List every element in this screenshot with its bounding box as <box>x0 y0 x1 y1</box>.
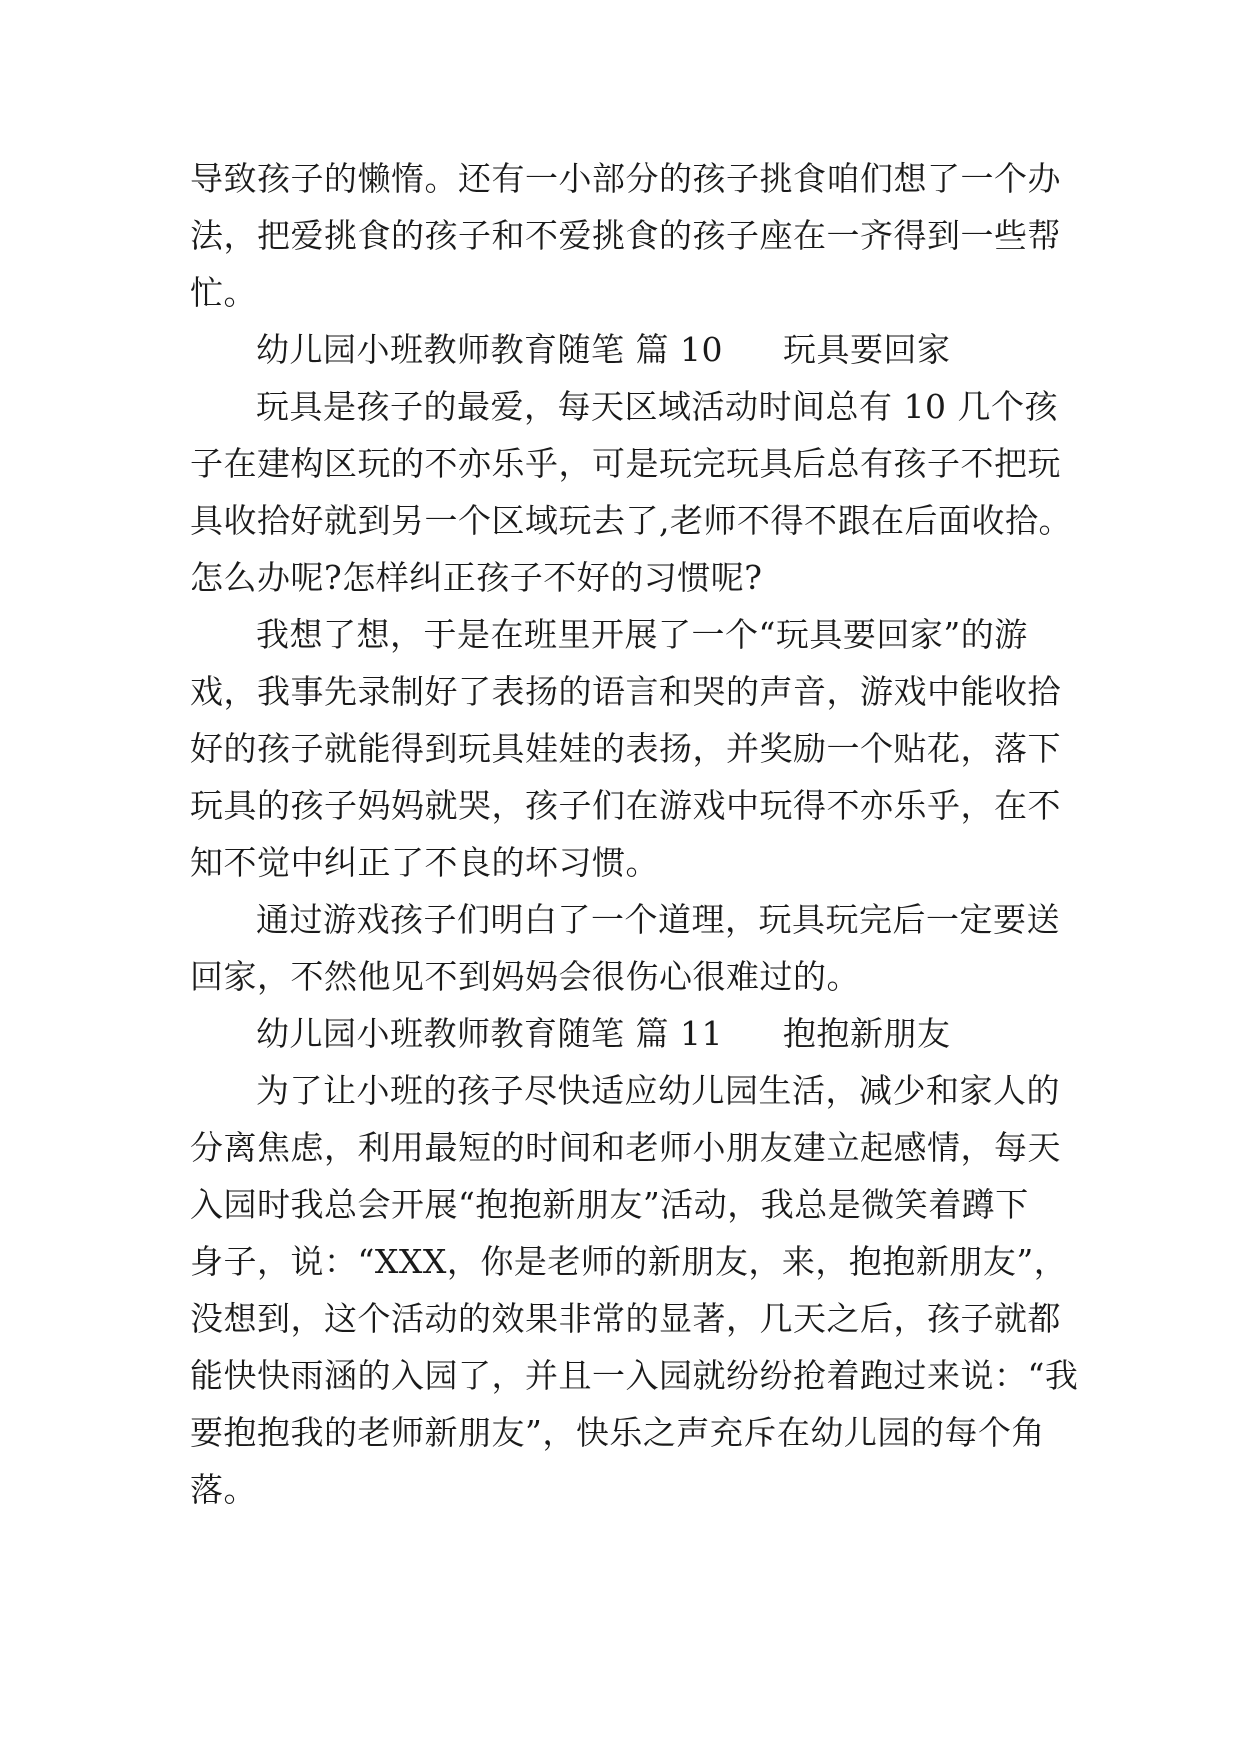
text-line: 为了让小班的孩子尽快适应幼儿园生活，减少和家人的 <box>256 1071 1060 1110</box>
text-line: 导致孩子的懒惰。还有一小部分的孩子挑食咱们想了一个办 <box>190 159 1061 198</box>
text-line: 我想了想，于是在班里开展了一个“玩具要回家”的游 <box>256 615 1028 654</box>
text-line: 忙。 <box>190 273 257 312</box>
section-heading <box>190 1005 1056 1062</box>
text-line: 分离焦虑，利用最短的时间和老师小朋友建立起感情，每天 <box>190 1128 1061 1167</box>
text-line: 玩具是孩子的最爱，每天区域活动时间总有 10 几个孩 <box>256 387 1058 426</box>
text-line: 落。 <box>190 1470 257 1509</box>
text-line: 能快快雨涵的入园了，并且一入园就纷纷抢着跑过来说：“我 <box>190 1356 1079 1395</box>
text-line: 玩具的孩子妈妈就哭，孩子们在游戏中玩得不亦乐乎，在不 <box>190 786 1061 825</box>
section-heading <box>190 321 1056 378</box>
document-body <box>190 150 1079 1518</box>
text-line: 具收拾好就到另一个区域玩去了,老师不得不跟在后面收拾。 <box>190 501 1072 540</box>
section-heading-subtitle: 玩具要回家 <box>782 330 951 369</box>
text-line: 子在建构区玩的不亦乐乎，可是玩完玩具后总有孩子不把玩 <box>190 444 1061 483</box>
text-line: 戏，我事先录制好了表扬的语言和哭的声音，游戏中能收拾 <box>190 672 1061 711</box>
text-line: 回家，不然他见不到妈妈会很伤心很难过的。 <box>190 957 860 996</box>
text-line: 入园时我总会开展“抱抱新朋友”活动，我总是微笑着蹲下 <box>190 1185 1029 1224</box>
text-line: 通过游戏孩子们明白了一个道理，玩具玩完后一定要送 <box>256 900 1060 939</box>
text-line: 怎么办呢?怎样纠正孩子不好的习惯呢? <box>190 558 763 597</box>
text-line: 身子，说：“XXX，你是老师的新朋友，来，抱抱新朋友”， <box>190 1242 1068 1281</box>
section-heading-title: 幼儿园小班教师教育随笔 篇 11 <box>256 1014 723 1053</box>
text-line: 法，把爱挑食的孩子和不爱挑食的孩子座在一齐得到一些帮 <box>190 216 1061 255</box>
text-line: 好的孩子就能得到玩具娃娃的表扬，并奖励一个贴花，落下 <box>190 729 1061 768</box>
text-line: 要抱抱我的老师新朋友”，快乐之声充斥在幼儿园的每个角 <box>190 1413 1045 1452</box>
text-line: 知不觉中纠正了不良的坏习惯。 <box>190 843 659 882</box>
section-heading-title: 幼儿园小班教师教育随笔 篇 10 <box>256 330 723 369</box>
section-heading-subtitle: 抱抱新朋友 <box>782 1014 951 1053</box>
text-line: 没想到，这个活动的效果非常的显著，几天之后，孩子就都 <box>190 1299 1061 1338</box>
